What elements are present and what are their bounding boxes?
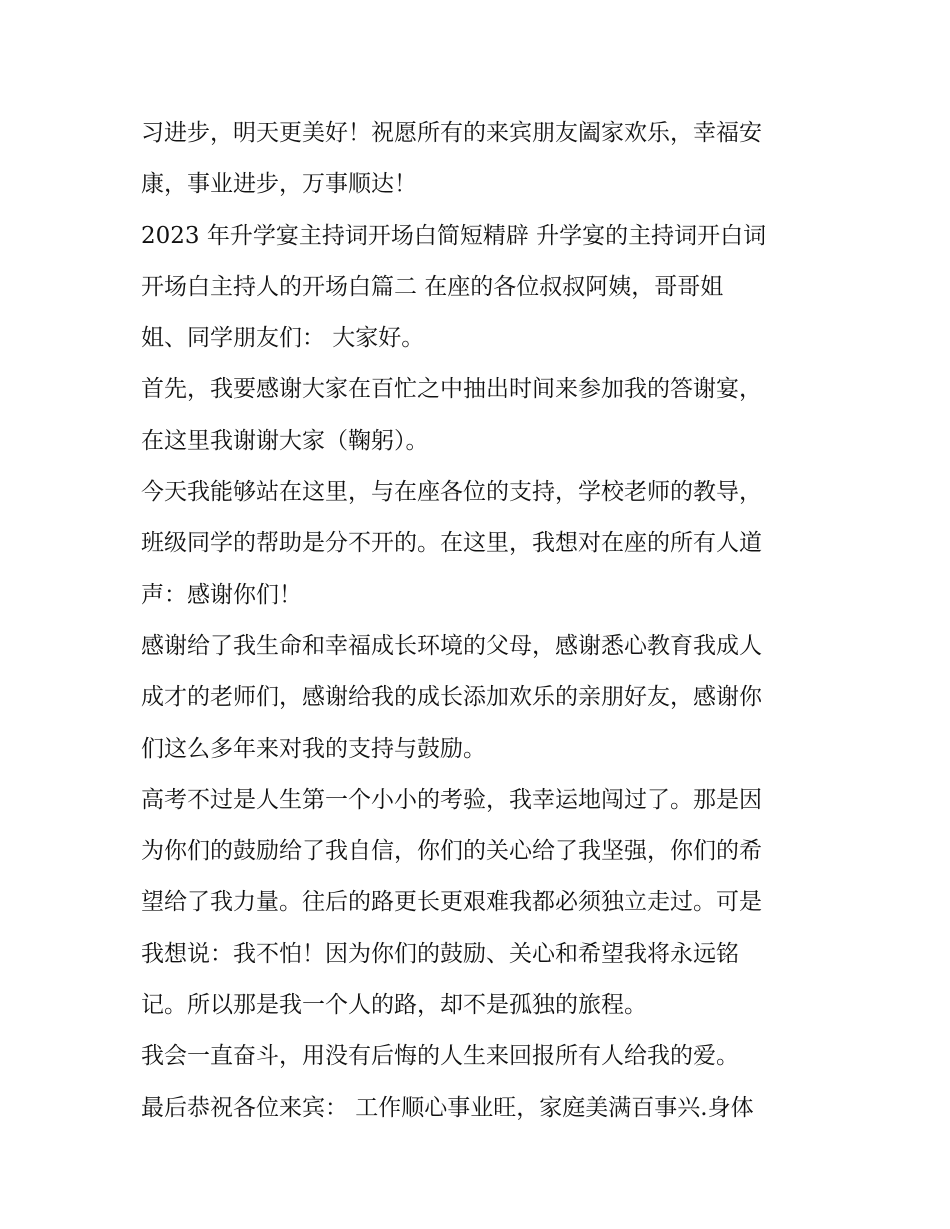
text-line: 习进步，明天更美好！祝愿所有的来宾朋友阖家欢乐，幸福安 xyxy=(141,120,762,146)
text-line: 记。所以那是我一个人的路，却不是孤独的旅程。 xyxy=(141,992,647,1019)
text-line: 我想说：我不怕！因为你们的鼓励、关心和希望我将永远铭 xyxy=(141,940,739,967)
text-line: 班级同学的帮助是分不开的。在这里，我想对在座的所有人道 xyxy=(141,530,762,557)
text-line: 康，事业进步，万事顺达！ xyxy=(141,171,417,198)
text-line: 望给了我力量。往后的路更长更艰难我都必须独立走过。可是 xyxy=(141,889,762,916)
text-line: 声：感谢你们！ xyxy=(141,581,302,608)
text-line: 今天我能够站在这里，与在座各位的支持，学校老师的教导， xyxy=(141,479,762,506)
text-line: 为你们的鼓励给了我自信，你们的关心给了我坚强，你们的希 xyxy=(141,838,762,865)
text-line: 最后恭祝各位来宾： 工作顺心事业旺，家庭美满百事兴.身体 xyxy=(141,1094,754,1121)
text-line: 感谢给了我生命和幸福成长环境的父母，感谢悉心教育我成人 xyxy=(141,632,762,659)
text-line: 在这里我谢谢大家（鞠躬）。 xyxy=(141,427,429,454)
text-line: 我会一直奋斗，用没有后悔的人生来回报所有人给我的爱。 xyxy=(141,1043,739,1070)
text-line: 成才的老师们，感谢给我的成长添加欢乐的亲朋好友，感谢你 xyxy=(141,684,762,711)
document-body xyxy=(141,108,831,1134)
text-line: 姐、同学朋友们： 大家好。 xyxy=(141,325,425,352)
text-line: 2023 年升学宴主持词开场白简短精辟 升学宴的主持词开白词 xyxy=(141,222,767,249)
text-line: 高考不过是人生第一个小小的考验，我幸运地闯过了。那是因 xyxy=(141,786,762,813)
text-line: 们这么多年来对我的支持与鼓励。 xyxy=(141,735,486,762)
text-line: 开场白主持人的开场白篇二 在座的各位叔叔阿姨，哥哥姐 xyxy=(141,273,724,300)
text-line: 首先，我要感谢大家在百忙之中抽出时间来参加我的答谢宴， xyxy=(141,376,762,403)
